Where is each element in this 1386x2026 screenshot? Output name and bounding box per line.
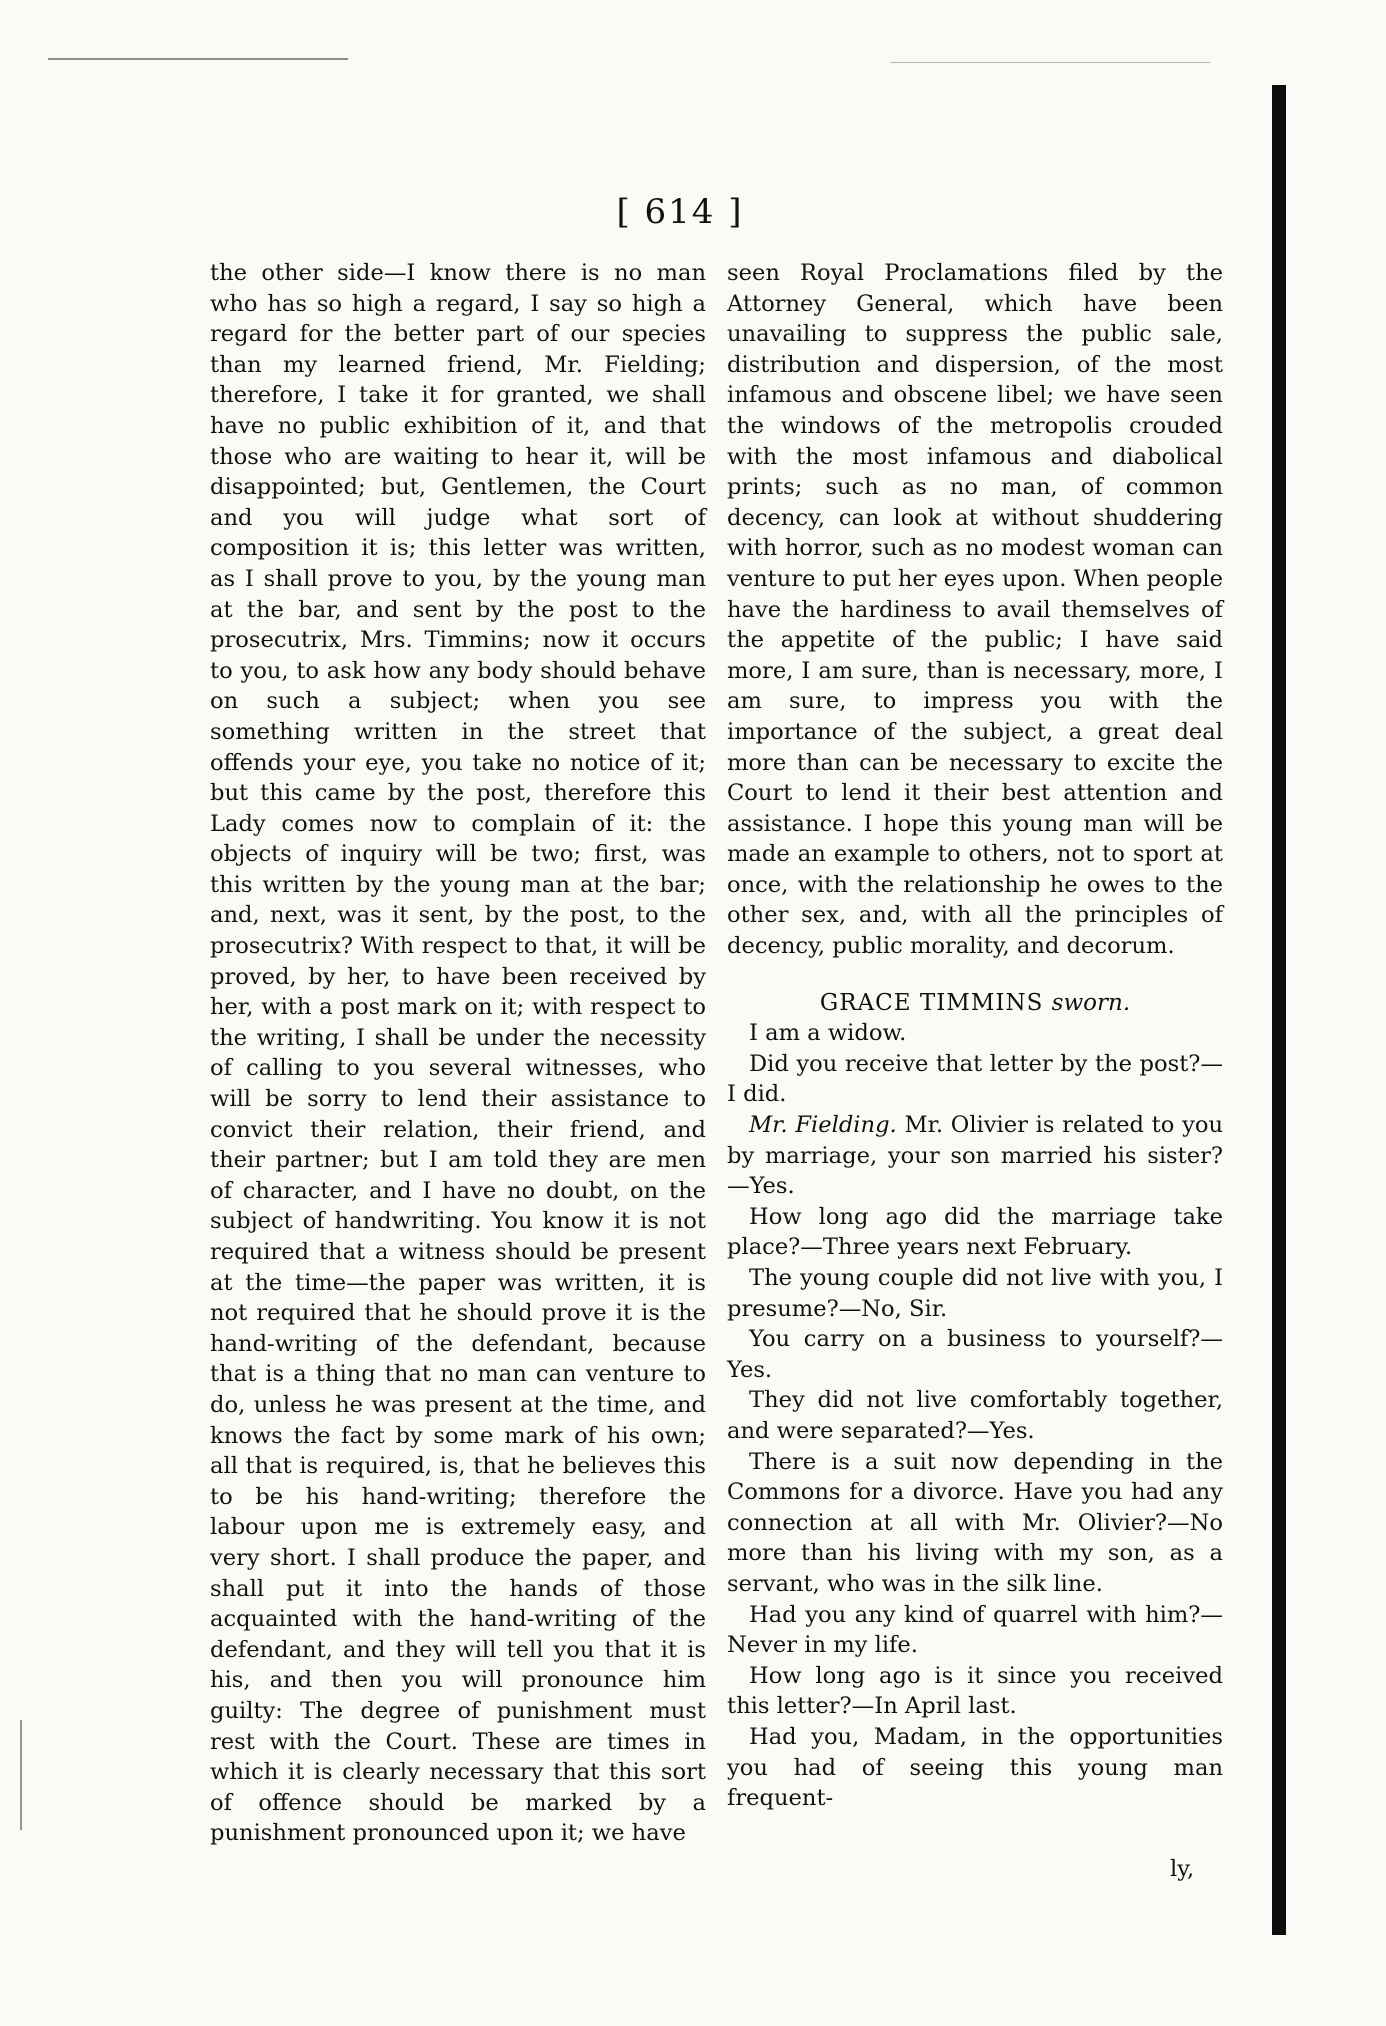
testimony-text: How long ago is it since you received this letter?—In April last.	[727, 1662, 1223, 1720]
testimony-paragraph	[727, 1447, 1223, 1600]
testimony-text: Mr. Olivier is related to you by marriage, your son married his sister?—Yes.	[727, 1112, 1223, 1200]
testimony-paragraph	[727, 1018, 1223, 1049]
testimony-paragraph	[727, 1600, 1223, 1661]
testimony-text: How long ago did the marriage take place?—Three years next February.	[727, 1203, 1223, 1261]
witness-sworn: sworn.	[1051, 989, 1131, 1016]
testimony-text: Had you, Madam, in the opportunities you had of seeing this young man frequent-	[727, 1723, 1223, 1812]
scan-artifact-top-right	[890, 62, 1210, 63]
testimony-text: You carry on a business to yourself?—Yes.	[727, 1326, 1223, 1383]
testimony-paragraph	[727, 1110, 1223, 1202]
page-number: [ 614 ]	[616, 192, 744, 232]
testimony-text: I am a widow.	[749, 1020, 907, 1047]
testimony-paragraph	[727, 1202, 1223, 1263]
page-edge-shadow	[1272, 85, 1286, 1935]
catchword: ly,	[1170, 1856, 1195, 1882]
testimony	[727, 1018, 1223, 1813]
testimony-paragraph	[727, 1722, 1223, 1814]
witness-heading	[727, 988, 1223, 1019]
testimony-paragraph	[727, 1324, 1223, 1385]
testimony-text: Had you any kind of quarrel with him?—Never in my life.	[727, 1601, 1223, 1659]
speaker-name: Mr. Fielding.	[749, 1112, 897, 1139]
testimony-paragraph	[727, 1049, 1223, 1110]
right-column	[727, 258, 1223, 1814]
testimony-text: The young couple did not live with you, I presume?—No, Sir.	[727, 1265, 1223, 1322]
testimony-paragraph	[727, 1385, 1223, 1446]
closing-speech: seen Royal Proclamations filed by the Attorney General, which have been unavailing to suppress the public sale, distribution and dispersion, of the most infamous and obscene libel; we have seen the windows of the metropolis crouded with the most infamous and diabolical prints; such as no man, of common decency, can look at without shuddering with horror, such as no modest woman can venture to put her eyes upon. When people have the hardiness to avail themselves of the appetite of the public; I have said more, I am sure, than is necessary, more, I am sure, to impress you with the importance of the subject, a great deal more than can be necessary to excite the Court to lend it their best attention and assistance. I hope this young man will be made an example to others, not to sport at once, with the relationship he owes to the other sex, and, with all the principles of decency, public morality, and decorum.	[727, 260, 1223, 960]
testimony-text: Did you receive that letter by the post?—I did.	[727, 1050, 1223, 1108]
scan-artifact-top-left	[48, 58, 348, 60]
scan-artifact-left-margin	[20, 1720, 22, 1830]
testimony-text: They did not live comfortably together, and were separated?—Yes.	[727, 1387, 1223, 1444]
testimony-paragraph	[727, 1263, 1223, 1324]
testimony-text: There is a suit now depending in the Commons for a divorce. Have you had any connection at all with Mr. Olivier?—No more than his living with my son, as a servant, who was in the silk line.	[727, 1448, 1223, 1597]
left-column-text: the other side—I know there is no man who has so high a regard, I say so high a regard for the better part of our species than my learned friend, Mr. Fielding; therefore, I take it for granted, we shall have no public exhibition of it, and that those who are waiting to hear it, will be disappointed; but, Gentlemen, the Court and you will judge what sort of composition it is; this letter was written, as I shall prove to you, by the young man at the bar, and sent by the post to the prosecutrix, Mrs. Timmins; now it occurs to you, to ask how any body should behave on such a subject; when you see something written in the street that offends your eye, you take no notice of it; but this came by the post, therefore this Lady comes now to complain of it: the objects of inquiry will be two; first, was this written by the young man at the bar; and, next, was it sent, by the post, to the prosecutrix? With respect to that, it will be proved, by her, to have been received by her, with a post mark on it; with respect to the writing, I shall be under the necessity of calling to you several witnesses, who will be sorry to lend their assistance to convict their relation, their friend, and their partner; but I am told they are men of character, and I have no doubt, on the subject of handwriting. You know it is not required that a witness should be present at the time—the paper was written, it is not required that he should prove it is the hand-writing of the defendant, because that is a thing that no man can venture to do, unless he was present at the time, and knows the fact by some mark of his own; all that is required, is, that he believes this to be his hand-writing; therefore the labour upon me is extremely easy, and very short. I shall produce the paper, and shall put it into the hands of those acquainted with the hand-writing of the defendant, and they will tell you that it is his, and then you will pronounce him guilty: The degree of punishment must rest with the Court. These are times in which it is clearly necessary that this sort of offence should be marked by a punishment pronounced upon it; we have	[210, 260, 706, 1847]
testimony-paragraph	[727, 1661, 1223, 1722]
left-column	[210, 258, 706, 1849]
witness-name: GRACE TIMMINS	[819, 989, 1044, 1016]
